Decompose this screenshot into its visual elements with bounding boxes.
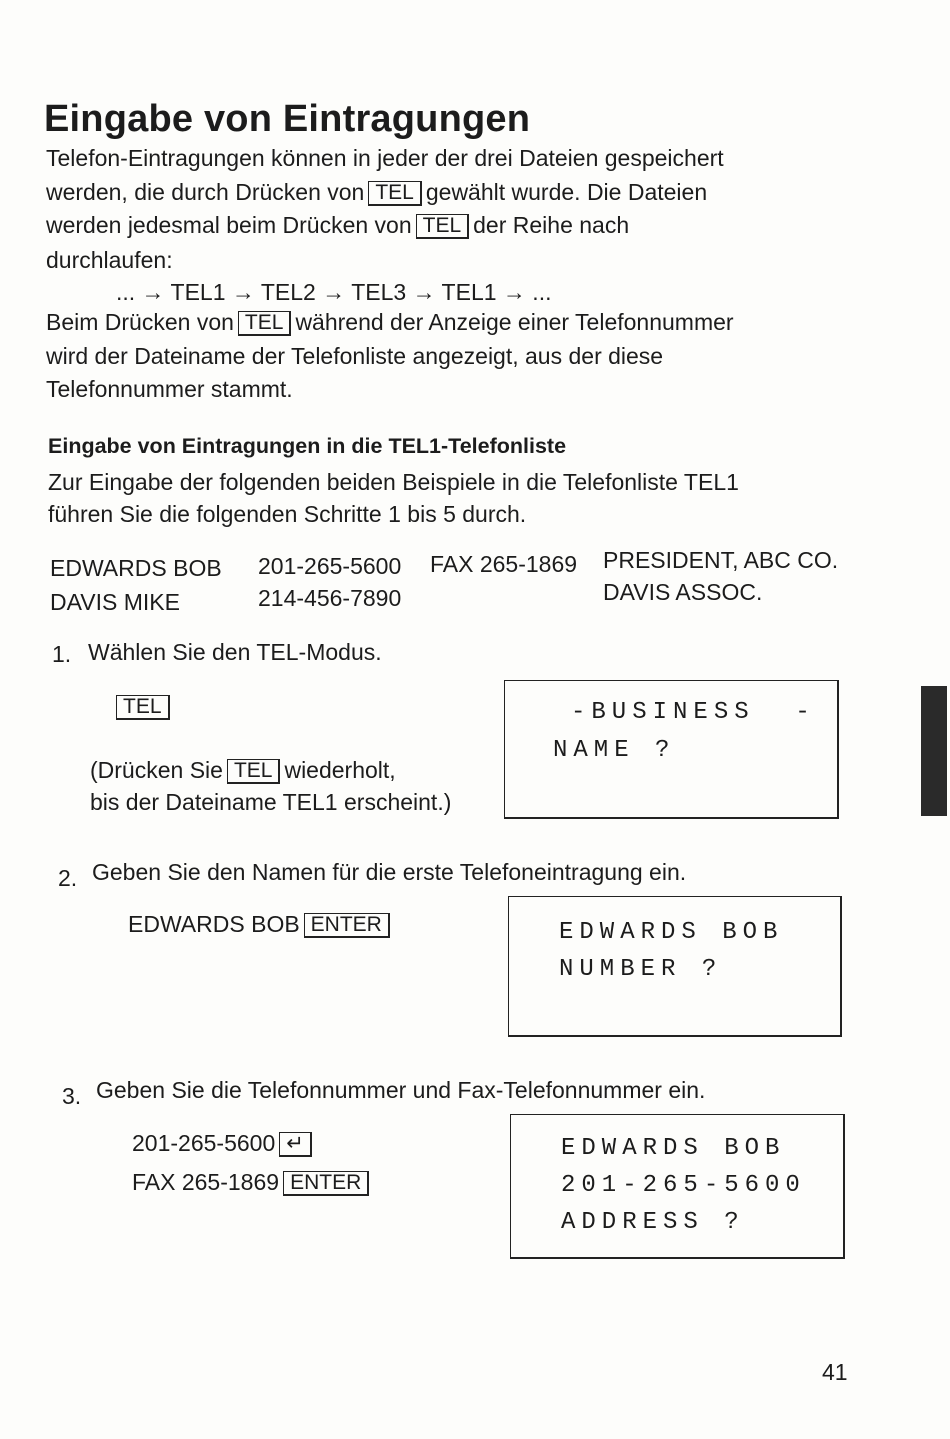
section-tab-marker — [921, 686, 947, 816]
lcd-display — [504, 680, 839, 819]
intro-text: der Reihe nach — [473, 212, 630, 238]
intro-line-1: Telefon-Eintragungen können in jeder der drei Dateien gespeichert — [46, 145, 724, 171]
step-number: 2. — [58, 865, 78, 891]
step-input — [132, 1166, 373, 1198]
lcd-line: -BUSINESS - — [571, 699, 816, 726]
intro-line-3 — [46, 209, 629, 241]
subintro-line-2: führen Sie die folgenden Schritte 1 bis 5 durch. — [48, 501, 527, 527]
input-text: FAX 265-1869 — [132, 1169, 280, 1195]
example-phone: 201-265-5600 — [258, 553, 402, 579]
step-text: Geben Sie den Namen für die erste Telefoneintragung ein. — [92, 859, 687, 885]
note-text: wiederholt, — [284, 757, 396, 783]
example-company: DAVIS ASSOC. — [603, 579, 763, 605]
lcd-line: 201-265-5600 — [561, 1172, 806, 1199]
section-heading: Eingabe von Eintragungen in die TEL1-Telefonliste — [48, 434, 567, 458]
lcd-line: EDWARDS BOB — [561, 1135, 786, 1162]
step-text: Wählen Sie den TEL-Modus. — [88, 639, 382, 665]
return-key: ↵ — [279, 1132, 312, 1157]
lcd-line: NAME ? — [553, 737, 676, 764]
page-title: Eingabe von Eintragungen — [44, 98, 531, 140]
step-input — [128, 908, 394, 940]
file-sequence: ... → TEL1 → TEL2 → TEL3 → TEL1 → ... — [116, 279, 552, 305]
intro-text: Beim Drücken von — [46, 309, 234, 335]
intro-text: werden jedesmal beim Drücken von — [46, 212, 412, 238]
example-phone: 214-456-7890 — [258, 585, 402, 611]
step-input — [132, 1127, 316, 1159]
lcd-display — [510, 1114, 845, 1259]
page-number: 41 — [822, 1359, 848, 1385]
lcd-line: NUMBER ? — [559, 956, 723, 983]
intro-line-6: wird der Dateiname der Telefonliste angezeigt, aus der diese — [46, 343, 664, 369]
lcd-line: EDWARDS BOB — [559, 919, 784, 946]
tel-key: TEL — [368, 181, 422, 206]
tel-key: TEL — [227, 759, 281, 784]
enter-key: ENTER — [283, 1171, 369, 1196]
tel-key: TEL — [416, 214, 470, 239]
intro-text: während der Anzeige einer Telefonnummer — [295, 309, 734, 335]
intro-line-7: Telefonnummer stammt. — [46, 376, 293, 402]
input-text: EDWARDS BOB — [128, 911, 300, 937]
example-company: PRESIDENT, ABC CO. — [603, 547, 839, 573]
intro-text: werden, die durch Drücken von — [46, 179, 365, 205]
step-key-row — [112, 690, 174, 722]
tel-key: TEL — [116, 695, 170, 720]
lcd-line: ADDRESS ? — [561, 1209, 745, 1236]
intro-line-5 — [46, 306, 734, 338]
intro-line-2 — [46, 176, 707, 208]
intro-line-4: durchlaufen: — [46, 247, 173, 273]
step-text: Geben Sie die Telefonnummer und Fax-Telefonnummer ein. — [96, 1077, 706, 1103]
example-name: DAVIS MIKE — [50, 589, 180, 615]
step-number: 3. — [62, 1083, 82, 1109]
step-note-line-1 — [90, 754, 396, 786]
lcd-display — [508, 896, 842, 1037]
subintro-line-1: Zur Eingabe der folgenden beiden Beispiele in die Telefonliste TEL1 — [48, 469, 739, 495]
intro-text: gewählt wurde. Die Dateien — [425, 179, 708, 205]
enter-key: ENTER — [304, 913, 390, 938]
input-text: 201-265-5600 — [132, 1130, 276, 1156]
step-number: 1. — [52, 641, 72, 667]
tel-key: TEL — [238, 311, 292, 336]
step-note-line-2: bis der Dateiname TEL1 erscheint.) — [90, 789, 452, 815]
example-fax: FAX 265-1869 — [430, 551, 578, 577]
example-name: EDWARDS BOB — [50, 555, 222, 581]
note-text: (Drücken Sie — [90, 757, 223, 783]
